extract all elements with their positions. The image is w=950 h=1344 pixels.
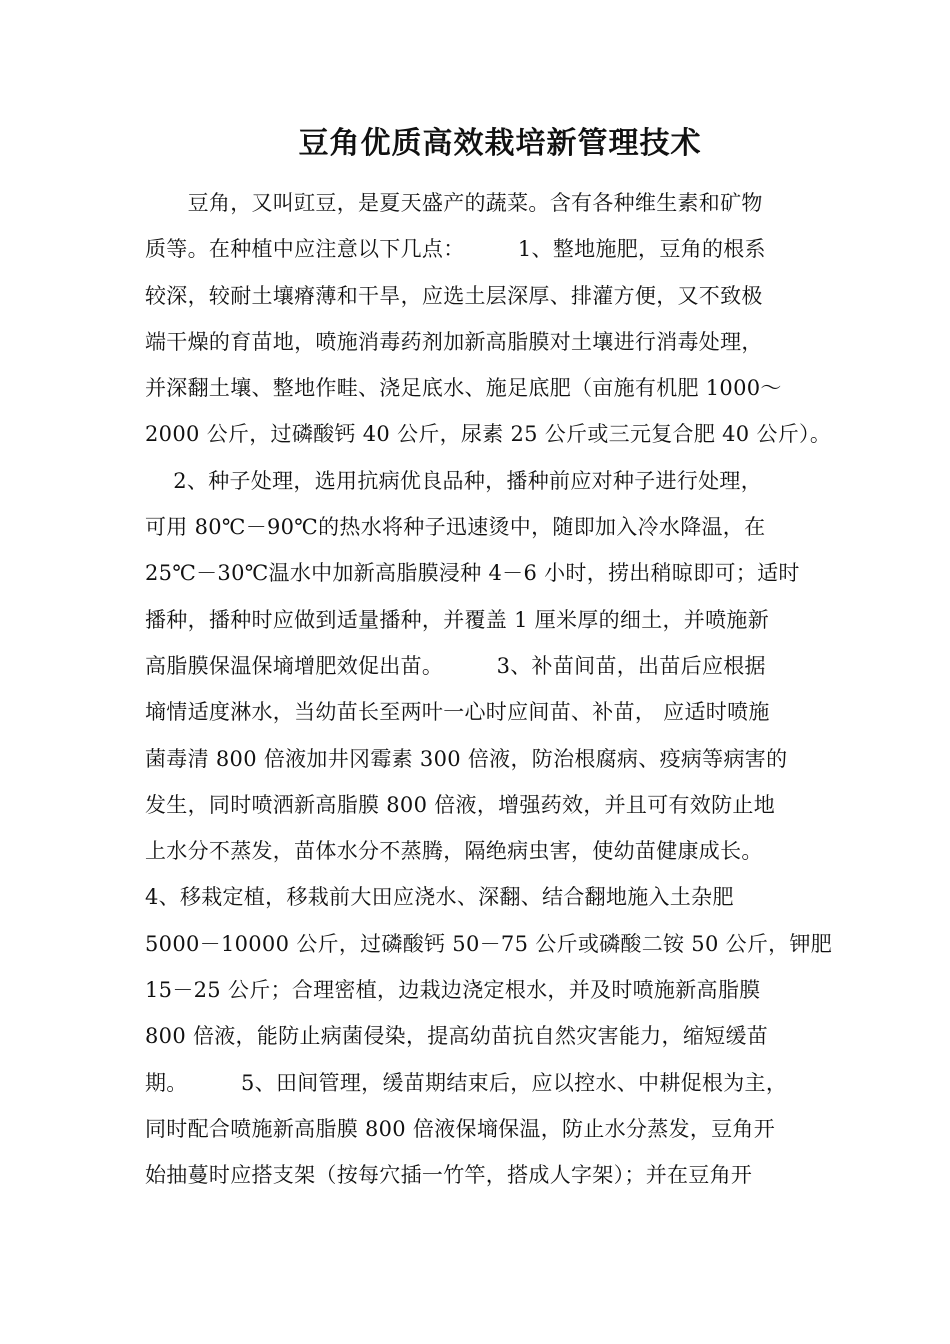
body-line: 菌毒清 800 倍液加井冈霉素 300 倍液，防治根腐病、疫病等病害的 — [145, 746, 788, 771]
body-line: 4、移栽定植，移栽前大田应浇水、深翻、结合翻地施入土杂肥 — [145, 885, 734, 910]
body-line: 高脂膜保温保墒增肥效促出苗。 3、补苗间苗，出苗后应根据 — [145, 653, 766, 678]
body-line: 同时配合喷施新高脂膜 800 倍液保墒保温，防止水分蒸发，豆角开 — [145, 1116, 776, 1141]
body-line: 800 倍液，能防止病菌侵染，提高幼苗抗自然灾害能力，缩短缓苗 — [145, 1024, 769, 1049]
body-line: 可用 80℃－90℃的热水将种子迅速烫中，随即加入冷水降温，在 — [145, 515, 766, 540]
body-line: 25℃－30℃温水中加新高脂膜浸种 4－6 小时，捞出稍晾即可；适时 — [145, 561, 800, 586]
body-line: 豆角，又叫豇豆，是夏天盛产的蔬菜。含有各种维生素和矿物 — [145, 191, 763, 215]
body-line: 并深翻土壤、整地作畦、浇足底水、施足底肥（亩施有机肥 1000～ — [145, 376, 782, 401]
body-line: 端干燥的育苗地，喷施消毒药剂加新高脂膜对土壤进行消毒处理， — [145, 329, 763, 354]
body-line: 上水分不蒸发，苗体水分不蒸腾，隔绝病虫害，使幼苗健康成长。 — [145, 839, 763, 864]
body-line: 墒情适度淋水，当幼苗长至两叶一心时应间苗、补苗， 应适时喷施 — [145, 700, 770, 725]
body-line: 15－25 公斤；合理密植，边栽边浇定根水，并及时喷施新高脂膜 — [145, 978, 761, 1003]
body-line: 播种，播种时应做到适量播种，并覆盖 1 厘米厚的细土，并喷施新 — [145, 607, 770, 632]
body-line: 5000－10000 公斤，过磷酸钙 50－75 公斤或磷酸二铵 50 公斤，钾肥 — [145, 931, 833, 956]
body-line: 期。 5、田间管理，缓苗期结束后，应以控水、中耕促根为主， — [145, 1070, 788, 1095]
body-line: 始抽蔓时应搭支架（按每穴插一竹竿，搭成人字架）；并在豆角开 — [145, 1163, 753, 1188]
document-title: 豆角优质高效栽培新管理技术 — [298, 126, 702, 161]
body-line: 2000 公斤，过磷酸钙 40 公斤，尿素 25 公斤或三元复合肥 40 公斤）。 — [145, 422, 832, 447]
document-body — [145, 180, 833, 1199]
body-line: 发生，同时喷洒新高脂膜 800 倍液，增强药效，并且可有效防止地 — [145, 792, 776, 817]
body-line: 2、种子处理，选用抗病优良品种，播种前应对种子进行处理， — [145, 468, 763, 493]
body-line: 质等。在种植中应注意以下几点： 1、整地施肥，豆角的根系 — [145, 237, 766, 262]
body-line: 较深，较耐土壤瘠薄和干旱，应选土层深厚、排灌方便，又不致极 — [145, 283, 763, 308]
